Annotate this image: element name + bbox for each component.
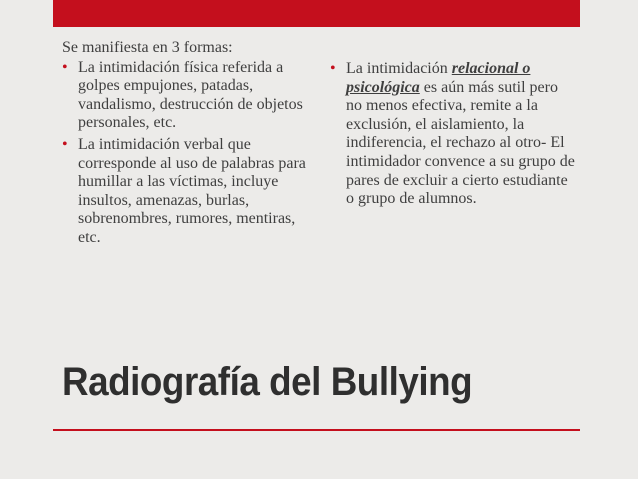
list-item	[62, 136, 307, 248]
left-bullet-list	[62, 59, 307, 248]
bullet-text-relational-prefix: La intimidación	[346, 60, 452, 77]
bullet-text-verbal: La intimidación verbal que corresponde al uso de palabras para humillar a las víctimas, incluye insultos, amenazas, burlas, sobrenombres, rumores, mentiras, etc.	[78, 135, 306, 246]
bullet-icon: •	[62, 58, 68, 76]
slide-title: Radiografía del Bullying	[62, 360, 473, 404]
title-underline	[53, 429, 580, 431]
bullet-icon: •	[330, 60, 336, 77]
bullet-icon: •	[62, 135, 68, 153]
intro-text: Se manifiesta en 3 formas:	[62, 39, 233, 56]
list-item	[62, 59, 307, 133]
left-column	[62, 39, 307, 251]
right-bullet-list	[330, 60, 575, 209]
relational-emphasis: relacional o psicológica	[346, 60, 531, 96]
bullet-text-relational-suffix: es aún más sutil pero no menos efectiva, remite a la exclusión, el aislamiento, la indiferencia, el rechazo al otro- El intimidador convence a su grupo de pares de excluir a cierto estudiante o grupo de alumnos.	[346, 78, 575, 208]
list-item	[330, 60, 575, 209]
bullet-text-physical: La intimidación física referida a golpes empujones, patadas, vandalismo, destrucción de objetos personales, etc.	[78, 58, 303, 132]
top-accent-bar	[53, 0, 580, 27]
right-column	[330, 60, 575, 212]
